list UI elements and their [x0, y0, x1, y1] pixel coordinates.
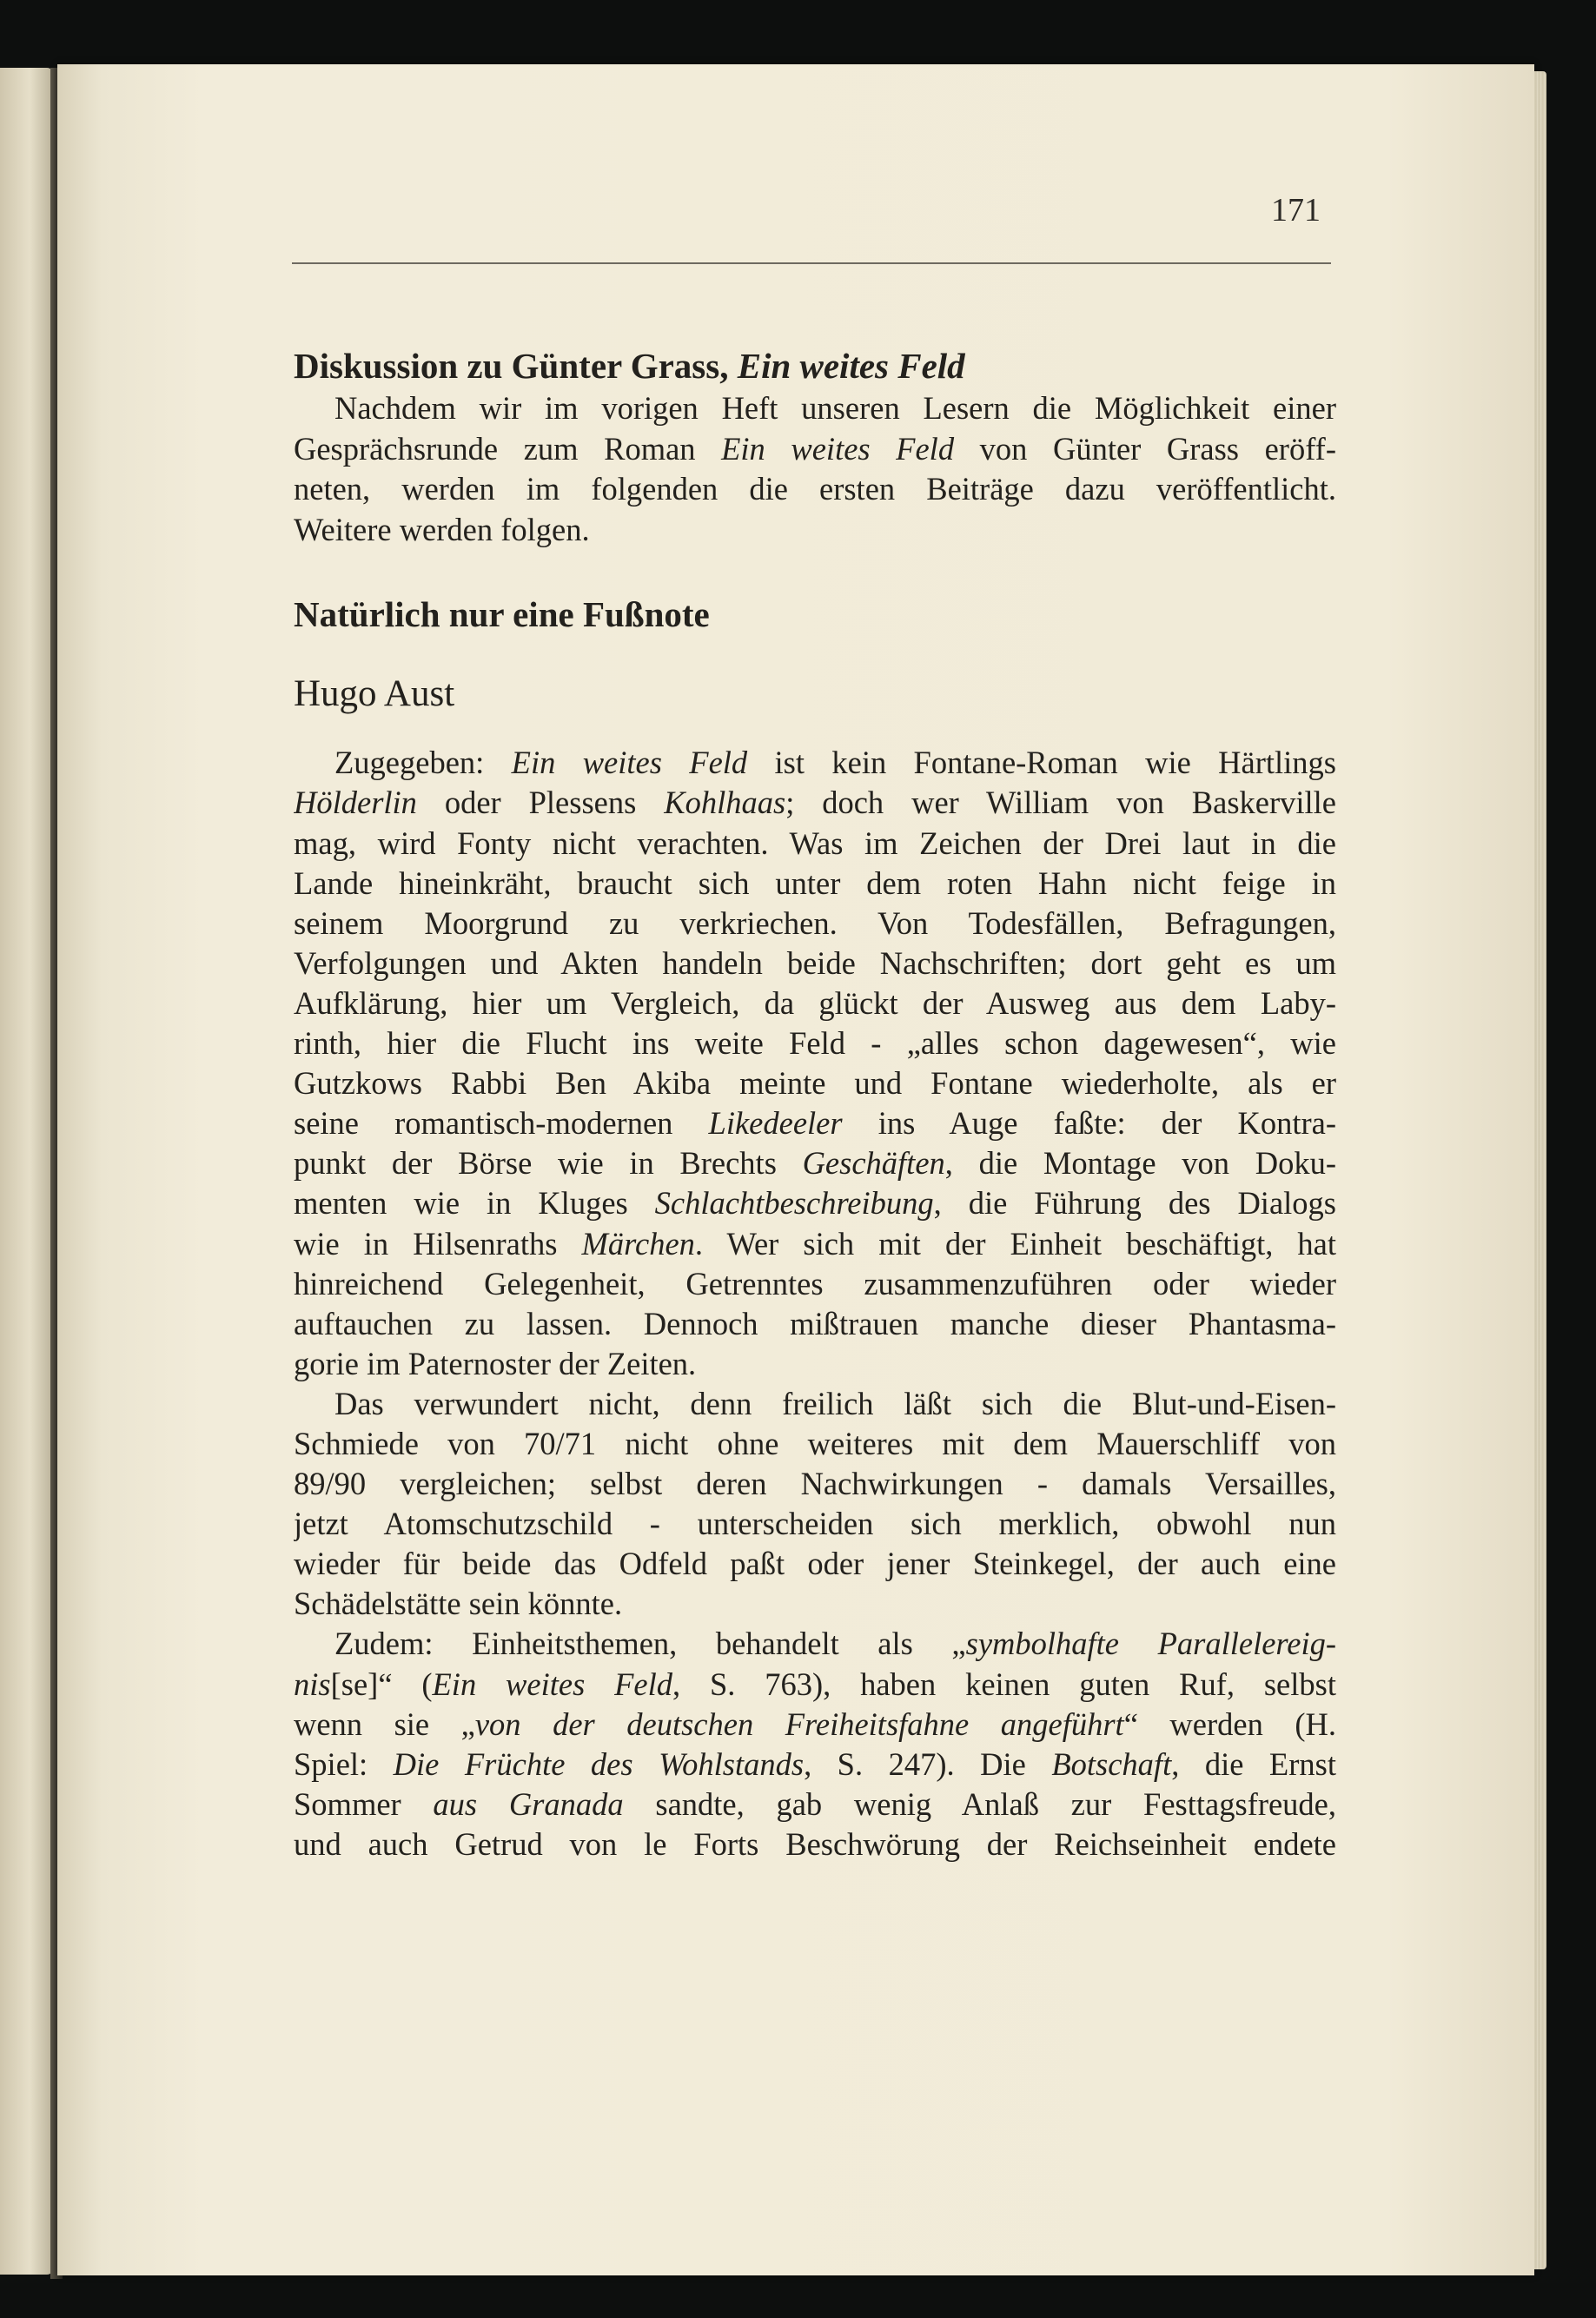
- article-author: Hugo Aust: [294, 673, 455, 715]
- text-run: . Wer sich mit der Einheit beschäftigt, hat: [694, 1225, 1336, 1262]
- text-run: Zudem: Einheitsthemen, behandelt als „: [334, 1626, 966, 1662]
- italic-text: nis: [294, 1666, 331, 1702]
- italic-text: Botschaft: [1051, 1745, 1172, 1782]
- text-run: ist kein Fontane-Roman wie Härtlings: [747, 745, 1336, 781]
- text-run: [se]“ (: [330, 1666, 433, 1702]
- text-run: , die Montage von Doku-: [944, 1145, 1336, 1182]
- text-line: [294, 1103, 1336, 1143]
- article-title: Natürlich nur eine Fußnote: [294, 594, 710, 635]
- header-rule: [292, 262, 1331, 264]
- text-run: Sommer: [294, 1785, 434, 1822]
- italic-text: symbolhafte Parallelereig-: [965, 1626, 1336, 1662]
- italic-text: Ein weites Feld: [721, 430, 955, 467]
- text-run: wieder für beide das Odfeld paßt oder jener Steinkegel, der auch eine: [294, 1546, 1336, 1582]
- text-line: [294, 1224, 1336, 1264]
- intro-paragraph: [294, 388, 1336, 550]
- facing-page-edge: [0, 68, 54, 2275]
- italic-text: Die Früchte des Wohlstands: [393, 1745, 805, 1782]
- text-run: Lande hineinkräht, braucht sich unter dem roten Hahn nicht feige in: [294, 864, 1336, 901]
- section-heading: [294, 343, 1336, 388]
- text-run: seine romantisch-modernen: [294, 1105, 709, 1142]
- text-line: [294, 1745, 1336, 1785]
- text-line: [294, 983, 1336, 1023]
- text-line: [294, 429, 1336, 470]
- text-run: Gesprächsrunde zum Roman: [294, 430, 722, 467]
- text-run: und auch Getrud von le Forts Beschwörung der Reichseinheit endete: [294, 1825, 1336, 1862]
- text-line: [294, 1665, 1336, 1705]
- text-run: seinem Moorgrund zu verkriechen. Von Todesfällen, Befragungen,: [294, 904, 1336, 941]
- page-stack-edge: [1534, 71, 1546, 2269]
- text-line: [294, 1143, 1336, 1183]
- text-line: [294, 1424, 1336, 1464]
- text-line: [294, 743, 1336, 783]
- text-line: [294, 1304, 1336, 1344]
- text-run: punkt der Börse wie in Brechts: [294, 1145, 803, 1182]
- text-line: [294, 1344, 1336, 1384]
- text-run: , die Führung des Dialogs: [933, 1185, 1336, 1222]
- section-heading-title: Ein weites Feld: [737, 346, 965, 386]
- italic-text: Geschäften: [802, 1145, 945, 1182]
- text-run: Schädelstätte sein könnte.: [294, 1586, 623, 1622]
- italic-text: Schlachtbeschreibung: [654, 1185, 934, 1222]
- text-run: neten, werden im folgenden die ersten Beiträge dazu veröffentlicht.: [294, 471, 1336, 507]
- italic-text: aus Granada: [433, 1785, 624, 1822]
- text-line: [294, 1825, 1336, 1864]
- article-body: [294, 743, 1336, 1864]
- text-line: [294, 1063, 1336, 1103]
- text-line: [294, 1264, 1336, 1304]
- italic-text: Likedeeler: [708, 1105, 843, 1142]
- text-run: Spiel:: [294, 1745, 394, 1782]
- text-run: ; doch wer William von Baskerville: [785, 785, 1336, 821]
- text-line: [294, 1624, 1336, 1664]
- text-line: [294, 469, 1336, 510]
- text-run: Schmiede von 70/71 nicht ohne weiteres mit dem Mauerschliff von: [294, 1425, 1336, 1461]
- text-line: [294, 1584, 1336, 1624]
- page-content: [294, 343, 1336, 1864]
- text-run: Verfolgungen und Akten handeln beide Nachschriften; dort geht es um: [294, 944, 1336, 981]
- text-run: , S. 247). Die: [804, 1745, 1052, 1782]
- text-run: Weitere werden folgen.: [294, 511, 590, 547]
- text-run: hinreichend Gelegenheit, Getrenntes zusammenzuführen oder wieder: [294, 1265, 1336, 1301]
- text-run: menten wie in Kluges: [294, 1185, 655, 1222]
- text-run: Gutzkows Rabbi Ben Akiba meinte und Fontane wiederholte, als er: [294, 1065, 1336, 1102]
- text-line: [294, 944, 1336, 983]
- text-line: [294, 1464, 1336, 1504]
- text-run: jetzt Atomschutzschild - unterscheiden sich merklich, obwohl nun: [294, 1506, 1336, 1542]
- italic-text: Hölderlin: [294, 785, 417, 821]
- section-heading-prefix: Diskussion zu Günter Grass,: [294, 346, 738, 386]
- text-run: “ werden (H.: [1123, 1705, 1336, 1742]
- text-line: [294, 783, 1336, 823]
- text-run: mag, wird Fonty nicht verachten. Was im Zeichen der Drei laut in die: [294, 825, 1336, 861]
- text-line: [294, 824, 1336, 864]
- text-line: [294, 510, 1336, 551]
- text-run: rinth, hier die Flucht ins weite Feld - „alles schon dagewesen“, wie: [294, 1025, 1336, 1062]
- text-run: auftauchen zu lassen. Dennoch mißtrauen manche dieser Phantasma-: [294, 1305, 1336, 1341]
- text-run: Nachdem wir im vorigen Heft unseren Lesern die Möglichkeit einer: [334, 390, 1336, 426]
- text-run: , die Ernst: [1171, 1745, 1336, 1782]
- text-run: Aufklärung, hier um Vergleich, da glückt der Ausweg aus dem Laby-: [294, 984, 1336, 1021]
- text-run: von Günter Grass eröff-: [954, 430, 1336, 467]
- italic-text: Märchen: [581, 1225, 695, 1262]
- text-line: [294, 1705, 1336, 1745]
- text-line: [294, 1183, 1336, 1223]
- italic-text: Ein weites Feld: [511, 745, 748, 781]
- text-run: Zugegeben:: [334, 745, 512, 781]
- italic-text: Ein weites Feld: [432, 1666, 672, 1702]
- text-line: [294, 864, 1336, 904]
- text-run: ins Auge faßte: der Kontra-: [842, 1105, 1336, 1142]
- italic-text: Kohlhaas: [664, 785, 786, 821]
- page-number: 171: [1271, 192, 1321, 228]
- text-line: [294, 1785, 1336, 1825]
- text-run: , S. 763), haben keinen guten Ruf, selbst: [672, 1666, 1336, 1702]
- text-run: oder Plessens: [416, 785, 665, 821]
- text-line: [294, 904, 1336, 944]
- text-line: [294, 1384, 1336, 1424]
- text-line: [294, 1504, 1336, 1544]
- text-line: [294, 1023, 1336, 1063]
- text-line: [294, 1544, 1336, 1584]
- text-run: wenn sie „: [294, 1705, 475, 1742]
- text-run: gorie im Paternoster der Zeiten.: [294, 1345, 697, 1381]
- text-run: 89/90 vergleichen; selbst deren Nachwirkungen - damals Versailles,: [294, 1466, 1336, 1502]
- text-run: sandte, gab wenig Anlaß zur Festtagsfreude,: [623, 1785, 1336, 1822]
- text-run: Das verwundert nicht, denn freilich läßt sich die Blut-und-Eisen-: [334, 1385, 1336, 1421]
- text-line: [294, 388, 1336, 429]
- text-run: wie in Hilsenraths: [294, 1225, 582, 1262]
- italic-text: von der deutschen Freiheitsfahne angeführt: [474, 1705, 1124, 1742]
